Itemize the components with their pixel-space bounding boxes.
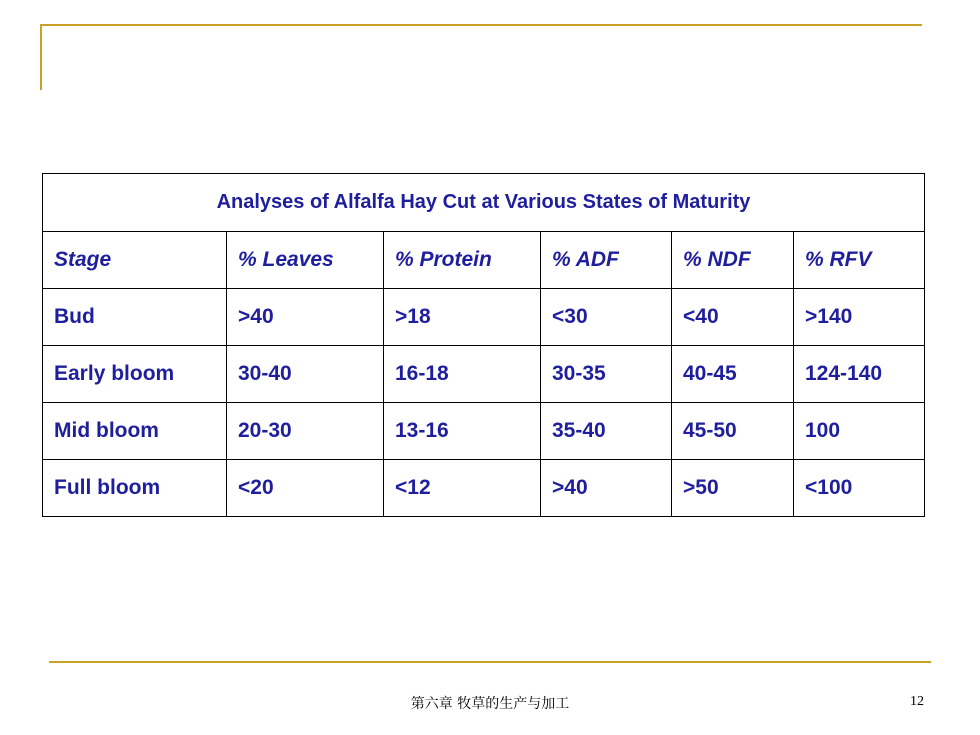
header-leaves: % Leaves <box>227 232 384 289</box>
cell-ndf: 45-50 <box>672 403 794 460</box>
cell-stage: Mid bloom <box>43 403 227 460</box>
table-row <box>43 403 925 460</box>
cell-adf: <30 <box>541 289 672 346</box>
cell-protein: <12 <box>384 460 541 517</box>
cell-leaves: 20-30 <box>227 403 384 460</box>
cell-leaves: 30-40 <box>227 346 384 403</box>
cell-rfv: <100 <box>794 460 925 517</box>
cell-stage: Bud <box>43 289 227 346</box>
table-row <box>43 460 925 517</box>
table-title: Analyses of Alfalfa Hay Cut at Various States of Maturity <box>43 174 925 232</box>
cell-rfv: 100 <box>794 403 925 460</box>
header-ndf: % NDF <box>672 232 794 289</box>
footer-chapter-title: 第六章 牧草的生产与加工 <box>410 696 570 712</box>
cell-ndf: >50 <box>672 460 794 517</box>
alfalfa-maturity-table <box>42 173 925 517</box>
cell-adf: 35-40 <box>541 403 672 460</box>
cell-rfv: 124-140 <box>794 346 925 403</box>
left-border-line <box>40 24 42 90</box>
table-row <box>43 346 925 403</box>
header-adf: % ADF <box>541 232 672 289</box>
header-stage: Stage <box>43 232 227 289</box>
cell-stage: Early bloom <box>43 346 227 403</box>
cell-protein: 16-18 <box>384 346 541 403</box>
top-border-line <box>40 24 922 26</box>
page-number: 12 <box>910 694 924 709</box>
cell-stage: Full bloom <box>43 460 227 517</box>
table-header-row <box>43 232 925 289</box>
table-row <box>43 289 925 346</box>
table-title-row <box>43 174 925 232</box>
cell-leaves: >40 <box>227 289 384 346</box>
cell-adf: 30-35 <box>541 346 672 403</box>
cell-protein: >18 <box>384 289 541 346</box>
header-rfv: % RFV <box>794 232 925 289</box>
cell-protein: 13-16 <box>384 403 541 460</box>
cell-rfv: >140 <box>794 289 925 346</box>
cell-ndf: 40-45 <box>672 346 794 403</box>
cell-leaves: <20 <box>227 460 384 517</box>
cell-adf: >40 <box>541 460 672 517</box>
header-protein: % Protein <box>384 232 541 289</box>
cell-ndf: <40 <box>672 289 794 346</box>
footer-divider-line <box>49 661 931 663</box>
